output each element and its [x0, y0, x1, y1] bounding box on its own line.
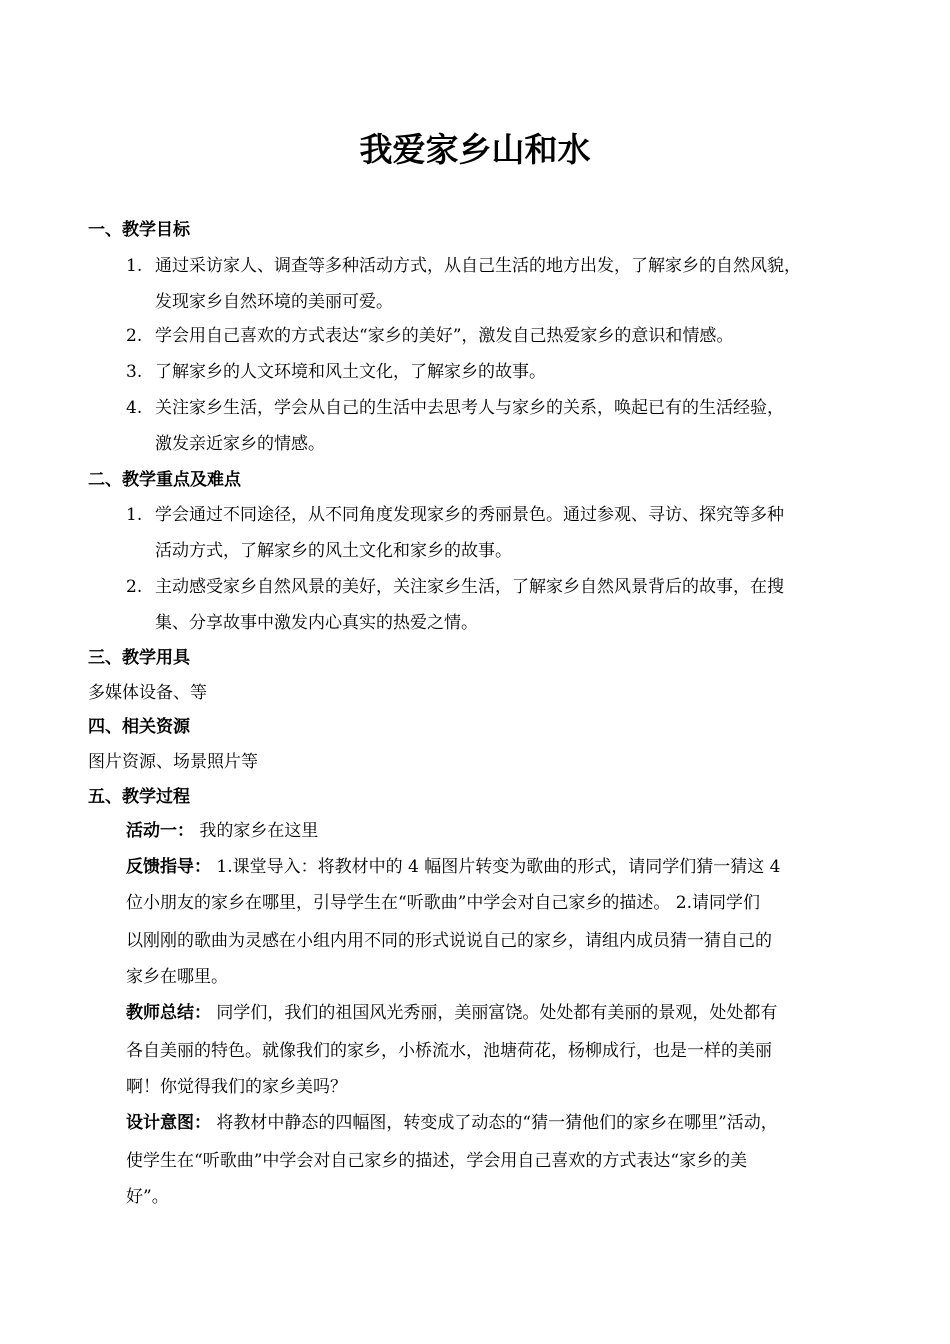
- list-number: 1.: [126, 505, 143, 525]
- feedback-line: [126, 855, 780, 879]
- activity-line: [126, 819, 318, 843]
- intent-text: 将教材中静态的四幅图，转变成了动态的“猜一猜他们的家乡在哪里”活动，: [211, 1113, 778, 1133]
- summary-text: 啊！你觉得我们的家乡美吗？: [126, 1077, 347, 1097]
- section-text-resources: 图片资源、场景照片等: [88, 752, 258, 772]
- list-item-text: 了解家乡的人文环境和风土文化，了解家乡的故事。: [155, 362, 546, 382]
- list-number: 4.: [126, 398, 143, 418]
- section-heading-tools: 三、教学用具: [88, 648, 190, 668]
- page-title: 我爱家乡山和水: [359, 130, 591, 169]
- feedback-text: 以刚刚的歌曲为灵感在小组内用不同的形式说说自己的家乡，请组内成员猜一猜自己的: [126, 931, 772, 951]
- section-heading-process: 五、教学过程: [88, 787, 190, 807]
- activity-label: 活动一：: [126, 821, 194, 841]
- summary-text: 各自美丽的特色。就像我们的家乡，小桥流水，池塘荷花，杨柳成行，也是一样的美丽: [126, 1041, 772, 1061]
- list-number: 2.: [126, 326, 143, 346]
- feedback-text: 家乡在哪里。: [126, 967, 228, 987]
- section-heading-key-points: 二、教学重点及难点: [88, 470, 241, 490]
- feedback-label: 反馈指导：: [126, 857, 211, 877]
- intent-text: 使学生在“听歌曲”中学会对自己家乡的描述，学会用自己喜欢的方式表达“家乡的美: [126, 1151, 748, 1171]
- list-number: 3.: [126, 362, 143, 382]
- list-item-text: 活动方式，了解家乡的风土文化和家乡的故事。: [155, 541, 512, 561]
- activity-text: 我的家乡在这里: [194, 821, 319, 841]
- list-item-text: 关注家乡生活，学会从自己的生活中去思考人与家乡的关系，唤起已有的生活经验，: [155, 398, 784, 418]
- list-item-text: 通过采访家人、调查等多种活动方式，从自己生活的地方出发，了解家乡的自然风貌，: [155, 256, 801, 276]
- list-item-text: 激发亲近家乡的情感。: [155, 434, 325, 454]
- intent-line: [126, 1111, 778, 1135]
- section-text-tools: 多媒体设备、等: [88, 683, 207, 703]
- list-number: 2.: [126, 577, 143, 597]
- feedback-text: 位小朋友的家乡在哪里，引导学生在“听歌曲”中学会对自己家乡的描述。 2.请同学们: [126, 893, 761, 913]
- summary-text: 同学们，我们的祖国风光秀丽，美丽富饶。处处都有美丽的景观，处处都有: [211, 1003, 778, 1023]
- feedback-text: 1.课堂导入：将教材中的 4 幅图片转变为歌曲的形式，请同学们猜一猜这 4: [211, 857, 781, 877]
- list-item-text: 学会通过不同途径，从不同角度发现家乡的秀丽景色。通过参观、寻访、探究等多种: [155, 505, 784, 525]
- list-number: 1.: [126, 256, 143, 276]
- section-heading-resources: 四、相关资源: [88, 717, 190, 737]
- list-item-text: 主动感受家乡自然风景的美好，关注家乡生活，了解家乡自然风景背后的故事，在搜: [155, 577, 784, 597]
- intent-label: 设计意图：: [126, 1113, 211, 1133]
- summary-label: 教师总结：: [126, 1003, 211, 1023]
- list-item-text: 集、分享故事中激发内心真实的热爱之情。: [155, 613, 478, 633]
- section-heading-objectives: 一、教学目标: [88, 220, 190, 240]
- summary-line: [126, 1001, 777, 1025]
- intent-text: 好”。: [126, 1187, 169, 1207]
- list-item-text: 学会用自己喜欢的方式表达“家乡的美好”，激发自己热爱家乡的意识和情感。: [155, 326, 734, 346]
- list-item-text: 发现家乡自然环境的美丽可爱。: [155, 292, 393, 312]
